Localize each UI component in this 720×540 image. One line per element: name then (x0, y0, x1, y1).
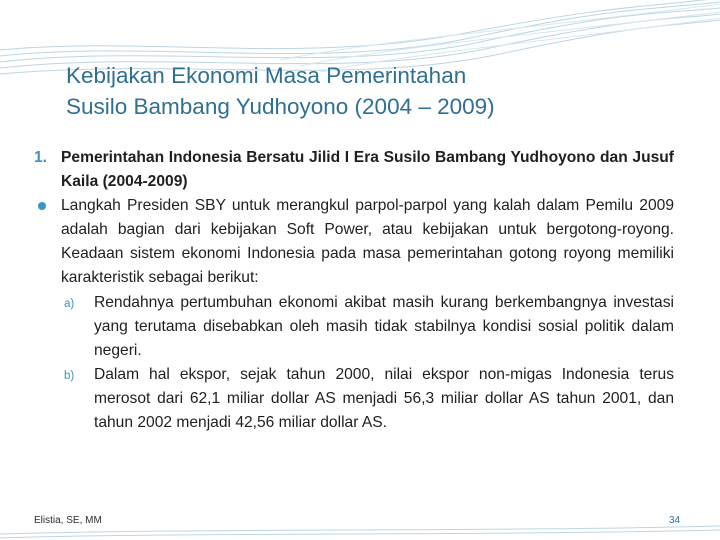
numbered-item-text: Pemerintahan Indonesia Bersatu Jilid I Era Susilo Bambang Yudhoyono dan Jusuf Kaila (2004-2009) (61, 149, 674, 191)
sub-item-a (34, 291, 674, 363)
title-line-1: Kebijakan Ekonomi Masa Pemerintahan (66, 63, 467, 88)
slide-body (34, 146, 674, 435)
sub-item-b (34, 363, 674, 435)
footer-author: Elistia, SE, MM (34, 515, 102, 526)
sub-marker: a) (64, 297, 75, 310)
bullet-text: Langkah Presiden SBY untuk merangkul parpol-parpol yang kalah dalam Pemilu 2009 adalah bagian dari kebijakan Soft Power, atau kebijakan untuk bergotong-royong. Keadaan sistem ekonomi Indonesia pada masa pemerintahan gotong royong memiliki karakteristik sebagai berikut: (61, 197, 674, 287)
page-number: 34 (669, 515, 681, 526)
bullet-dot-icon (38, 202, 46, 210)
sub-item-text: Rendahnya pertumbuhan ekonomi akibat masih kurang berkembangnya investasi yang terutama disebabkan oleh masih tidak stabilnya kondisi sosial politik dalam negeri. (94, 293, 674, 359)
sub-item-text: Dalam hal ekspor, sejak tahun 2000, nilai ekspor non-migas Indonesia terus merosot dari 62,1 miliar dollar AS menjadi 56,3 miliar dollar AS tahun 2001, dan tahun 2002 menjadi 42,56 miliar dollar AS. (94, 365, 674, 432)
sub-marker: b) (64, 369, 75, 382)
numbered-marker: 1. (34, 149, 48, 166)
bullet-item (34, 194, 674, 290)
title-line-2: Susilo Bambang Yudhoyono (2004 – 2009) (66, 94, 495, 119)
slide-title (66, 60, 666, 122)
sub-list (34, 291, 674, 436)
numbered-item-1 (34, 146, 674, 194)
